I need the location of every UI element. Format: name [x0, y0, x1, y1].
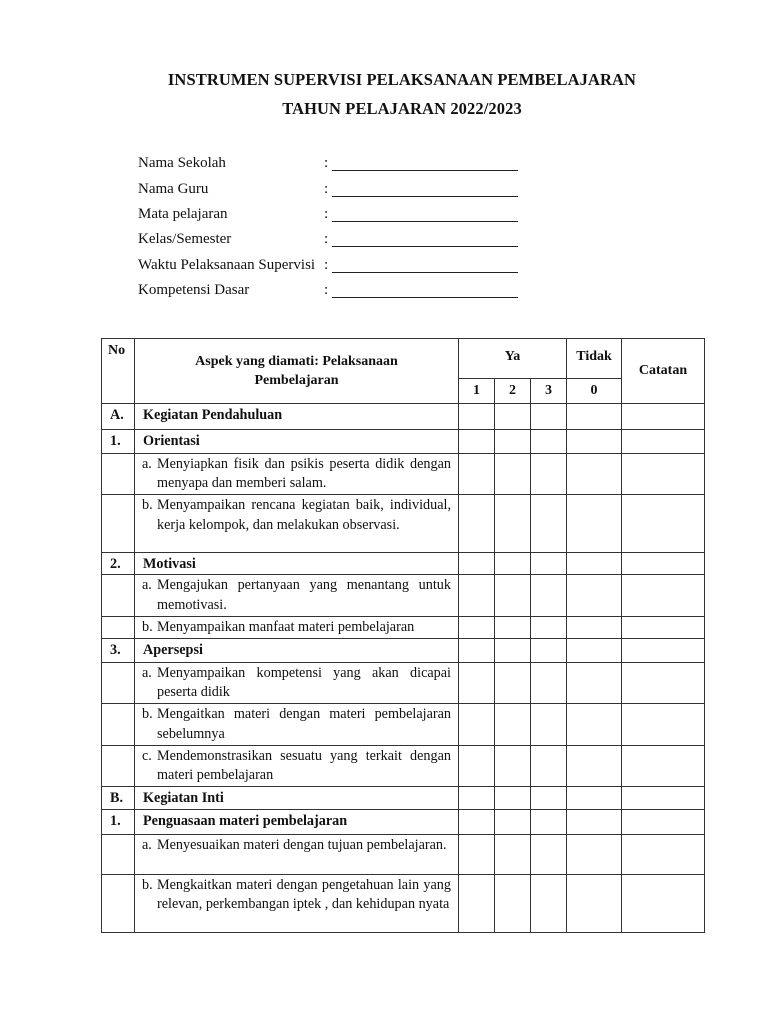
header-aspek [135, 339, 459, 404]
notes-cell[interactable] [622, 430, 705, 454]
notes-cell[interactable] [622, 454, 705, 495]
score-cell[interactable] [531, 639, 567, 663]
item-row [102, 745, 705, 786]
item-cell [135, 454, 459, 495]
score-cell[interactable] [531, 616, 567, 638]
header-aspek-text: Aspek yang diamati: Pelaksanaan Pembelajaran [195, 354, 398, 388]
identity-colon: : [324, 180, 329, 197]
score-cell[interactable] [495, 495, 531, 553]
score-cell[interactable] [531, 553, 567, 575]
item-text: Menyampaikan manfaat materi pembelajaran [157, 618, 415, 635]
item-row [102, 835, 705, 875]
item-cell [135, 704, 459, 745]
identity-blank-line[interactable] [332, 286, 518, 298]
header-score-1: 1 [459, 379, 495, 404]
identity-row [138, 278, 518, 303]
notes-cell[interactable] [622, 835, 705, 875]
identity-colon: : [324, 155, 329, 172]
row-number-empty [102, 835, 135, 875]
row-number: 2. [102, 553, 135, 575]
section-row [102, 404, 705, 430]
header-catatan: Catatan [622, 339, 705, 404]
section-title: Kegiatan Inti [135, 787, 459, 810]
item-letter: c. [142, 747, 152, 764]
item-letter: a. [142, 456, 152, 472]
score-cell[interactable] [567, 745, 622, 786]
item-cell [135, 875, 459, 933]
score-cell[interactable] [459, 810, 495, 835]
row-number-empty [102, 454, 135, 495]
identity-colon: : [324, 256, 329, 273]
identity-label: Kompetensi Dasar [138, 282, 250, 299]
score-cell[interactable] [531, 404, 567, 430]
score-cell[interactable] [459, 835, 495, 875]
score-cell[interactable] [459, 875, 495, 933]
score-cell[interactable] [495, 430, 531, 454]
identity-row [138, 202, 518, 227]
identity-colon: : [324, 205, 329, 222]
score-cell[interactable] [459, 430, 495, 454]
section-title: Apersepsi [135, 639, 459, 663]
item-text: Mengkaitkan materi dengan pengetahuan lain yang relevan, perkembangan iptek , dan kehidupan nyata [157, 877, 451, 913]
item-text: Mengaitkan materi dengan materi pembelajaran sebelumnya [157, 706, 451, 742]
identity-row [138, 227, 518, 252]
notes-cell[interactable] [622, 639, 705, 663]
identity-label: Nama Sekolah [138, 155, 226, 172]
score-cell[interactable] [495, 454, 531, 495]
score-cell[interactable] [459, 787, 495, 810]
score-cell[interactable] [531, 704, 567, 745]
item-letter: b. [142, 497, 153, 514]
document-title: INSTRUMEN SUPERVISI PELAKSANAAN PEMBELAJARAN [167, 70, 637, 89]
identity-row [138, 253, 518, 278]
identity-label: Waktu Pelaksanaan Supervisi [138, 256, 316, 273]
score-cell[interactable] [495, 835, 531, 875]
score-cell[interactable] [495, 810, 531, 835]
item-letter: b. [142, 706, 153, 723]
score-cell[interactable] [495, 663, 531, 704]
notes-cell[interactable] [622, 495, 705, 553]
item-row [102, 875, 705, 933]
score-cell[interactable] [567, 553, 622, 575]
score-cell[interactable] [531, 875, 567, 933]
score-cell[interactable] [459, 553, 495, 575]
row-number: 3. [102, 639, 135, 663]
score-cell[interactable] [567, 454, 622, 495]
score-cell[interactable] [495, 875, 531, 933]
item-row [102, 663, 705, 704]
identity-form [138, 151, 518, 303]
score-cell[interactable] [459, 663, 495, 704]
item-text: Mendemonstrasikan sesuatu yang terkait dengan materi pembelajaran [157, 747, 451, 784]
item-row [102, 704, 705, 745]
item-letter: a. [142, 837, 152, 854]
row-number-empty [102, 663, 135, 704]
item-cell [135, 835, 459, 875]
score-cell[interactable] [495, 745, 531, 786]
item-cell [135, 663, 459, 704]
score-cell[interactable] [495, 639, 531, 663]
notes-cell[interactable] [622, 704, 705, 745]
section-title: Kegiatan Pendahuluan [135, 404, 459, 430]
identity-colon: : [324, 282, 329, 299]
identity-row [138, 151, 518, 176]
item-text: Menyampaikan kompetensi yang akan dicapai peserta didik [157, 665, 451, 701]
item-text: Menyesuaikan materi dengan tujuan pembelajaran. [157, 837, 447, 854]
score-cell[interactable] [459, 404, 495, 430]
score-cell[interactable] [459, 745, 495, 786]
score-cell[interactable] [459, 639, 495, 663]
identity-blank-line[interactable] [332, 185, 518, 197]
row-number: B. [102, 787, 135, 810]
item-cell [135, 575, 459, 616]
score-cell[interactable] [531, 663, 567, 704]
row-number: A. [102, 404, 135, 430]
item-cell [135, 745, 459, 786]
score-cell[interactable] [567, 875, 622, 933]
score-cell[interactable] [567, 787, 622, 810]
section-row [102, 787, 705, 810]
header-score-0: 0 [567, 379, 622, 404]
score-cell[interactable] [495, 575, 531, 616]
document-subtitle: TAHUN PELAJARAN 2022/2023 [282, 99, 522, 118]
section-row [102, 553, 705, 575]
score-cell[interactable] [531, 575, 567, 616]
header-tidak: Tidak [567, 339, 622, 379]
score-cell[interactable] [567, 704, 622, 745]
score-cell[interactable] [531, 745, 567, 786]
section-row [102, 639, 705, 663]
row-number-empty [102, 745, 135, 786]
score-cell[interactable] [531, 430, 567, 454]
header-no: No [102, 339, 135, 404]
item-row [102, 495, 705, 553]
item-text: Menyampaikan rencana kegiatan baik, individual, kerja kelompok, dan melakukan observasi. [157, 497, 451, 533]
score-cell[interactable] [567, 810, 622, 835]
item-text: Mengajukan pertanyaan yang menantang untuk memotivasi. [157, 577, 451, 613]
section-title: Motivasi [135, 553, 459, 575]
identity-blank-line[interactable] [332, 159, 518, 171]
score-cell[interactable] [459, 454, 495, 495]
row-number-empty [102, 704, 135, 745]
row-number-empty [102, 616, 135, 638]
item-cell [135, 616, 459, 638]
section-title: Penguasaan materi pembelajaran [135, 810, 459, 835]
score-cell[interactable] [459, 616, 495, 638]
score-cell[interactable] [567, 639, 622, 663]
notes-cell[interactable] [622, 575, 705, 616]
item-row [102, 454, 705, 495]
row-number-empty [102, 495, 135, 553]
score-cell[interactable] [459, 495, 495, 553]
score-cell[interactable] [459, 575, 495, 616]
score-cell[interactable] [567, 663, 622, 704]
row-number-empty [102, 875, 135, 933]
item-letter: b. [142, 618, 153, 635]
score-cell[interactable] [531, 810, 567, 835]
score-cell[interactable] [531, 495, 567, 553]
item-row [102, 616, 705, 638]
score-cell[interactable] [567, 495, 622, 553]
supervision-table [101, 338, 705, 933]
item-letter: b. [142, 877, 153, 894]
item-letter: a. [142, 577, 152, 594]
identity-label: Mata pelajaran [138, 205, 228, 222]
identity-label: Nama Guru [138, 180, 209, 197]
header-score-2: 2 [495, 379, 531, 404]
score-cell[interactable] [495, 553, 531, 575]
section-row [102, 430, 705, 454]
identity-label: Kelas/Semester [138, 231, 232, 248]
score-cell[interactable] [459, 704, 495, 745]
item-letter: a. [142, 665, 152, 682]
identity-blank-line[interactable] [332, 210, 518, 222]
notes-cell[interactable] [622, 404, 705, 430]
notes-cell[interactable] [622, 810, 705, 835]
header-ya: Ya [459, 339, 567, 379]
score-cell[interactable] [531, 835, 567, 875]
item-text: Menyiapkan fisik dan psikis peserta didik dengan menyapa dan memberi salam. [157, 456, 451, 492]
header-score-3: 3 [531, 379, 567, 404]
notes-cell[interactable] [622, 787, 705, 810]
notes-cell[interactable] [622, 875, 705, 933]
notes-cell[interactable] [622, 663, 705, 704]
item-cell [135, 495, 459, 553]
row-number: 1. [102, 810, 135, 835]
score-cell[interactable] [567, 835, 622, 875]
identity-row [138, 176, 518, 201]
row-number-empty [102, 575, 135, 616]
notes-cell[interactable] [622, 553, 705, 575]
identity-blank-line[interactable] [332, 261, 518, 273]
identity-colon: : [324, 231, 329, 248]
section-title: Orientasi [135, 430, 459, 454]
score-cell[interactable] [495, 787, 531, 810]
score-cell[interactable] [567, 430, 622, 454]
score-cell[interactable] [495, 616, 531, 638]
notes-cell[interactable] [622, 745, 705, 786]
notes-cell[interactable] [622, 616, 705, 638]
row-number: 1. [102, 430, 135, 454]
score-cell[interactable] [495, 404, 531, 430]
score-cell[interactable] [531, 454, 567, 495]
section-row [102, 810, 705, 835]
score-cell[interactable] [567, 404, 622, 430]
score-cell[interactable] [567, 616, 622, 638]
score-cell[interactable] [531, 787, 567, 810]
score-cell[interactable] [567, 575, 622, 616]
identity-blank-line[interactable] [332, 235, 518, 247]
item-row [102, 575, 705, 616]
score-cell[interactable] [495, 704, 531, 745]
